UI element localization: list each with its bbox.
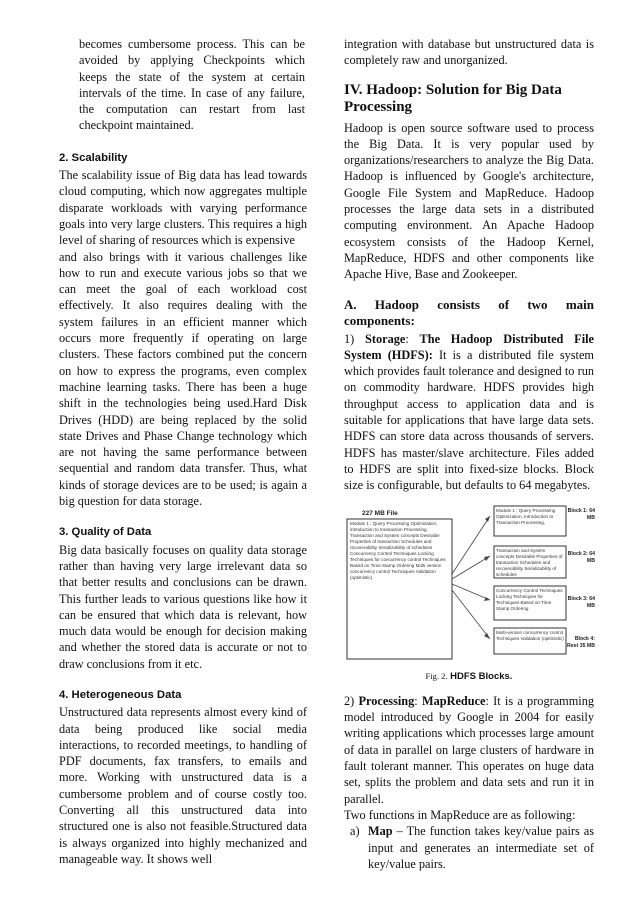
arrowhead-block-4 [484, 633, 490, 639]
block-3-text-holder [496, 588, 564, 620]
block-1-text-holder [496, 508, 564, 536]
block-4-text-holder [496, 630, 564, 654]
map-text: – The function takes key/value pairs as input and generates an intermediate set of key/value pairs. [368, 824, 595, 871]
block-4-size-label: Block 4: Rest 35 MB [567, 635, 595, 649]
hdfs-bold-title: The Hadoop Distributed File System (HDFS): [344, 331, 594, 362]
section-scalability-heading: 2. Scalability [59, 151, 128, 164]
block-1-size-label: Block 1: 64 MB [567, 507, 595, 521]
scalability-paragraph-1: The scalability issue of Big data has lead towards cloud computing, which now aggregates multiple disparate workloads with varying performance goals into very large clusters. This requires a high level of sharing of resources which is expensive [59, 168, 307, 248]
block-3-label-holder [567, 596, 595, 618]
arrowhead-block-2 [484, 556, 490, 561]
block-1-text: Module 1 : Query Processing Optimization, Introduction to Transaction Processing, [496, 507, 556, 525]
components-subheading [344, 297, 594, 329]
map-label: Map [368, 824, 393, 839]
subheading-word: Hadoop [374, 296, 419, 312]
right-continuation-paragraph: integration with database but unstructured data is completely raw and unorganized. [344, 37, 594, 68]
hadoop-section-heading: IV. Hadoop: Solution for Big Data Processing [344, 81, 562, 115]
map-item-body [368, 823, 594, 872]
subheading-word: two [527, 296, 548, 312]
subheading-word: main [565, 296, 594, 312]
storage-paragraph [344, 331, 594, 494]
scalability-paragraph-2: and also brings with it various challenges like how to run and execute various jobs so that we can meet the goal of each workload cost effectively. It also requires dealing with the system failures in an efficient manner which occurs more frequently if operating on large clusters. These factors combined put the concern on how to express the programs, even complex machine learning tasks. There has been a huge shift in the technologies being used.Hard Disk Drives (HDD) are being replaced by the solid state Drives and Phase Change technology which are not having the same performance between sequential and random data transfer. Thus, what kinds of storage devices are to be used; is again a big question for data storage. [59, 249, 307, 509]
storage-colon: : [405, 331, 409, 346]
block-2-text-holder [496, 548, 564, 578]
hdfs-blocks-figure [344, 504, 594, 666]
source-file-text-holder [350, 521, 450, 657]
file-size-label: 227 MB File [362, 509, 398, 517]
left-continuation-paragraph: becomes cumbersome process. This can be avoided by applying Checkpoints which keeps the state of the system at certain intervals of the time. In case of any failure, the computation can restart from last checkpoint maintained. [79, 37, 305, 133]
figure-number: Fig. 2. [425, 670, 448, 681]
heterogeneous-paragraph: Unstructured data represents almost every kind of data being produced like social media interactions, to recorded meetings, to handling of PDF documents, fax transfers, to emails and more. Working with unstructured data is a cumbersome problem and of course costly too. Converting all this unstructured data into structured one is also not feasible.Structured data is always organized into highly mechanized and manageable way. It shows well [59, 705, 307, 866]
two-functions-line: Two functions in MapReduce are as following: [344, 807, 576, 822]
right-column [344, 36, 594, 872]
processing-text: : It is a programming model introduced by Google in 2004 for easily writing applications which processes large amount of data in parallel on large clusters of hardware in fault tolerant manner. This operates on huge data set, splits the problem and data sets and run it in parallel. [344, 693, 594, 806]
source-file-text: Module 1 : Query Processing Optimization, introduction to transaction Processing, Transaction and System concepts Desirable Properties of transaction Schedules and recoverability Serializability of schedules Concurrency Control Techniques Locking Techniques for concurrency control Techniques Based on Time Stamp Ordering Multi version concurrency control Techniques Validation (optimistic) [350, 520, 446, 580]
storage-label: Storage [365, 331, 406, 346]
figure-caption [344, 668, 594, 685]
section-heterogeneous-heading: 4. Heterogeneous Data [59, 688, 182, 701]
block-2-text: Transaction and System concepts Desirable Properties of transaction Schedules and recoverability Serializability of schedules [496, 547, 563, 577]
arrow-block-1 [452, 516, 490, 574]
block-3-size-label: Block 3: 64 MB [567, 595, 595, 609]
list-item-map [350, 823, 594, 872]
quality-paragraph: Big data basically focuses on quality data storage rather than having very large irrelevant data so that better results and conclusions can be drawn. This further leads to various questions like how it can be ensured that which data is relevant, how much data would be enough for decision making and whether the stored data is accurate or not to draw conclusions from it etc. [59, 542, 307, 671]
list-marker: a) [350, 824, 360, 839]
function-list [344, 823, 594, 872]
block-4-text: Multi-version concurrency control Techniques Validation (optimistic) [496, 629, 564, 641]
block-2-size-label: Block 2: 64 MB [567, 550, 595, 564]
storage-number: 1) [344, 331, 355, 346]
arrow-block-2 [452, 556, 490, 579]
processing-number: 2) [344, 693, 355, 708]
block-4-label-holder [567, 636, 595, 658]
subheading-word: consists [437, 296, 480, 312]
processing-label: Processing [358, 693, 415, 708]
processing-paragraph [344, 693, 594, 807]
left-column [59, 36, 307, 867]
mapreduce-bold-title: MapReduce [421, 693, 486, 708]
subheading-line-2: components: [344, 312, 415, 328]
section-quality-heading: 3. Quality of Data [59, 526, 152, 539]
arrowhead-block-1 [485, 516, 490, 522]
subheading-word: of [498, 296, 510, 312]
hdfs-blocks-diagram [344, 504, 594, 666]
figure-title: HDFS Blocks. [450, 670, 513, 682]
block-3-text: Concurrency Control Techniques Locking Techniques for Techniques Based on Time Stamp Ordering [496, 587, 563, 611]
storage-text: It is a distributed file system which provides fault tolerance and designed to run on commodity hardware. HDFS provides high throughput access to application data and is suitable for applications that have large data sets. HDFS can store data across thousands of servers. HDFS has master/slave architecture. Files added to HDFS are split into fixed-size blocks. Block size is configurable, but defaults to 64 megabytes. [344, 347, 594, 493]
subheading-word: A. [344, 296, 357, 312]
hadoop-intro-paragraph: Hadoop is open source software used to process the Big Data. It is very popular used by organizations/researchers to analyze the Big Data. Hadoop is influenced by Google's architecture, Google File System and MapReduce. Hadoop processes the large data sets in a distributed computing environment. An Apache Hadoop ecosystem consists of the Hadoop Kernel, MapReduce, HDFS and other components like Apache Hive, Base and Zookeeper. [344, 120, 594, 282]
processing-colon: : [414, 693, 418, 708]
block-2-label-holder [567, 551, 595, 573]
block-1-label-holder [567, 508, 595, 530]
